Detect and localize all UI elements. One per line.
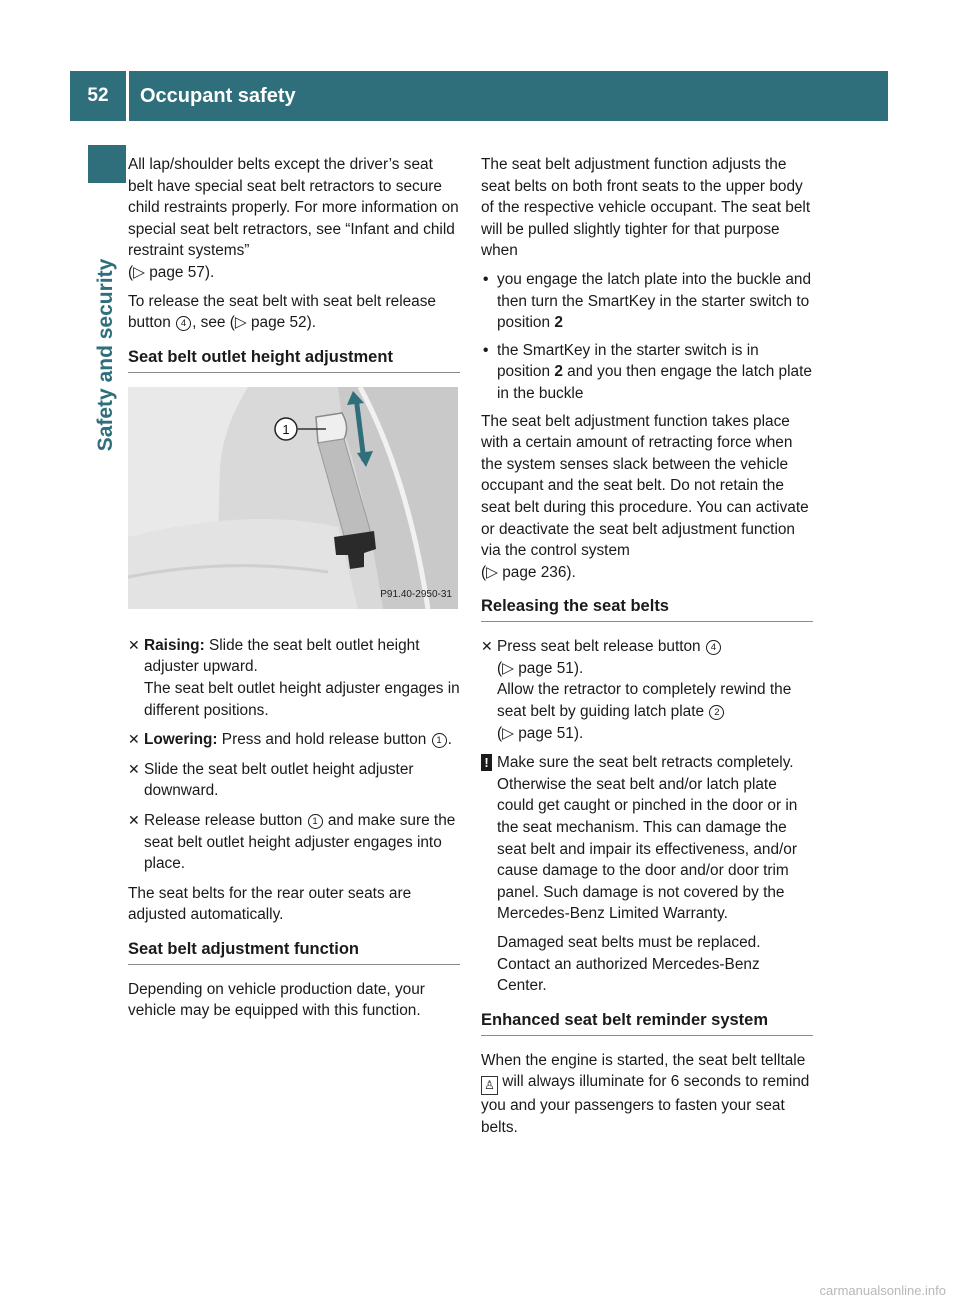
page-reference-link[interactable]: , see (▷ page 52). [192,314,316,332]
heading-wrap [128,938,460,965]
right-column [481,154,813,1146]
reminder-paragraph: When the engine is started, the seat belt telltale ♙ will always illuminate for 6 seconds to remind you and your passengers to fasten your seat belts. [481,1051,810,1136]
section-title: Occupant safety [140,85,296,107]
seat-belt-telltale-icon: ♙ [481,1076,498,1095]
heading-wrap [481,1009,813,1036]
section-heading: Seat belt outlet height adjustment [128,346,460,373]
page-reference-link[interactable]: (▷ page 57). [128,263,215,281]
warning-icon: ! [481,754,492,771]
instruction-step: ✕ Release release button 1 and make sure the seat belt outlet height adjuster engages into place. [128,811,456,873]
page-reference-link[interactable]: (▷ page 51). [497,724,584,742]
header-divider [126,71,129,121]
seat-belt-illustration [128,387,458,609]
intro-paragraph-1: All lap/shoulder belts except the driver’s seat belt have special seat belt retractors to secure child restraints properly. For more information on special seat belt retractors, see “Infant and child restraint systems” (▷ page 57). [128,156,459,281]
warning-text: Damaged seat belts must be replaced. Contact an authorized Mercedes-Benz Center. [497,934,761,995]
callout-number: 1 [282,421,290,437]
bullet-icon: • [483,270,489,288]
heading-wrap [481,595,813,622]
watermark: carmanualsonline.info [819,1283,946,1298]
instruction-step: ✕ Press seat belt release button 4 (▷ page 51). Allow the retractor to completely rewind the seat belt by guiding latch plate 2 (▷ page 51). [481,638,792,742]
heading-wrap [128,346,460,373]
page-reference-link[interactable]: (▷ page 236). [481,563,576,581]
page-reference-link[interactable]: (▷ page 51). [497,659,584,677]
section-heading: Enhanced seat belt reminder system [481,1009,813,1036]
arrow-step-icon: ✕ [128,811,140,828]
seat-belt-outlet-figure [128,387,458,609]
instruction-step: ✕ Raising: Slide the seat belt outlet height adjuster upward. The seat belt outlet height adjuster engages in different positions. [128,636,460,719]
warning-note [481,752,813,997]
seat-back-shape [128,519,358,609]
arrow-step-icon: ✕ [128,731,140,748]
callout-marker: 4 [706,640,721,655]
retracting-paragraph: The seat belt adjustment function takes place with a certain amount of retracting force when the system senses slack between the vehicle occupant and the seat belt. Do not retain the seat belt during this procedure. You can activate or deactivate the seat belt adjustment function via the control system (▷ page 236). [481,412,809,581]
instruction-step: ✕ Lowering: Press and hold release button 1 . [128,729,460,751]
production-date-paragraph: Depending on vehicle production date, your vehicle may be equipped with this function. [128,980,425,1020]
adjustment-paragraph: The seat belt adjustment function adjusts the seat belts on both front seats to the upper body of the respective vehicle occupant. The seat belt will be pulled slightly tighter for that purpose when [481,156,811,260]
arrow-step-icon: ✕ [481,638,493,655]
callout-marker: 2 [709,705,724,720]
list-item: • the SmartKey in the starter switch is in position 2 and you then engage the latch plate in the buckle [483,341,812,402]
arrow-step-icon: ✕ [128,760,140,777]
figure-code: P91.40-2950-31 [380,589,452,601]
callout-marker: 1 [432,733,447,748]
section-heading: Seat belt adjustment function [128,938,460,965]
list-item: • you engage the latch plate into the buckle and then turn the SmartKey in the starter switch to position 2 [483,270,812,332]
callout-marker: 4 [176,316,191,331]
arrow-step-icon: ✕ [128,636,140,653]
page-number: 52 [87,85,109,106]
side-tab-block [88,145,126,183]
callout-marker: 1 [308,814,323,829]
bullet-icon: • [483,341,489,359]
left-column [128,154,460,1029]
rear-seats-paragraph: The seat belts for the rear outer seats are adjusted automatically. [128,884,412,924]
warning-text: Make sure the seat belt retracts completely. Otherwise the seat belt and/or latch plate could get caught or pinched in the door or in the seat mechanism. This can damage the seat belt and impair its effectiveness, and/or cause damage to the door and/or door trim panel. Such damage is not covered by the Mercedes-Benz Limited Warranty. [497,754,798,923]
side-tab-label: Safety and security [94,258,117,452]
instruction-step: ✕ Slide the seat belt outlet height adjuster downward. [128,760,414,800]
outlet-adjuster [316,413,347,443]
intro-paragraph-2: To release the seat belt with seat belt release button 4 , see (▷ page 52). [128,292,436,332]
side-tab [84,195,128,515]
section-heading: Releasing the seat belts [481,595,813,622]
